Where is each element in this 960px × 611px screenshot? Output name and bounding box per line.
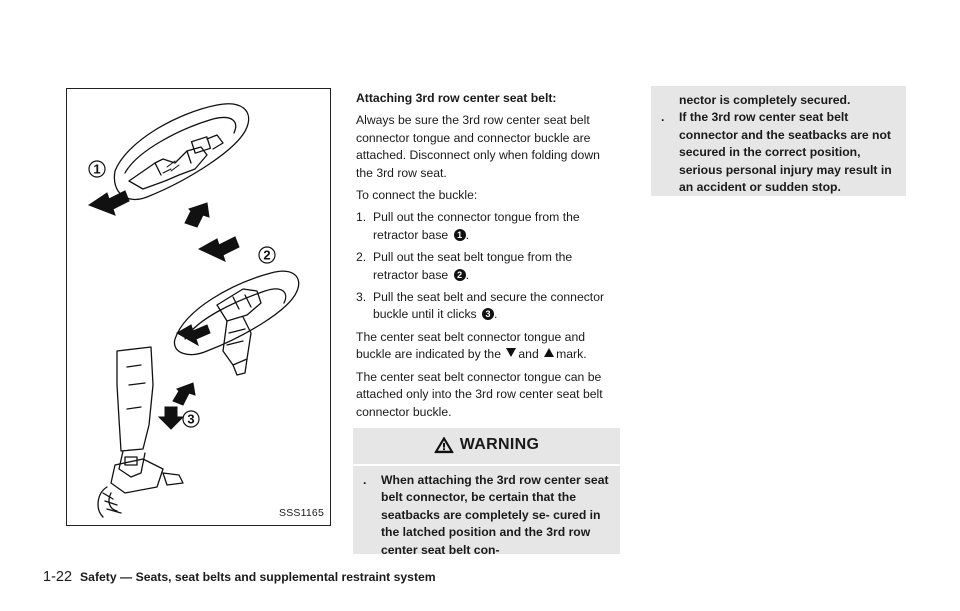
down-triangle-icon xyxy=(506,348,516,357)
warning-box xyxy=(353,428,620,557)
callout-ref-3-icon: 3 xyxy=(482,308,494,320)
callout-2: 2 xyxy=(263,247,271,263)
bullet-marker: . xyxy=(661,110,665,125)
step-number: 1. xyxy=(356,210,367,225)
warning-item-2: . If the 3rd row center seat belt connector and the seatbacks are not secured in the correct position, serious personal injury may result in an accident or sudden stop. xyxy=(661,110,892,195)
up-triangle-icon xyxy=(544,348,554,357)
warning-item-1: . When attaching the 3rd row center seat belt connector, be certain that the seatbacks are completely se- cured in the latched position and the 3rd row center seat belt con- xyxy=(363,473,609,557)
callout-3: 3 xyxy=(187,411,195,427)
warning-triangle-icon xyxy=(434,436,454,454)
mark-paragraph: The center seat belt connector tongue and buckle are indicated by the and mark. xyxy=(356,329,587,362)
step-1: 1. Pull out the connector tongue from the retractor base 1 . xyxy=(356,210,580,242)
callout-1: 1 xyxy=(93,161,101,177)
page-footer xyxy=(43,569,436,585)
seat-belt-illustration xyxy=(66,88,331,526)
callout-ref-2-icon: 2 xyxy=(454,269,466,281)
step-number: 2. xyxy=(356,250,367,265)
main-text-column xyxy=(356,90,620,466)
warning-item-1-continued: nector is completely secured. xyxy=(679,93,851,107)
step-number: 3. xyxy=(356,290,367,305)
callout-ref-1-icon: 1 xyxy=(454,229,466,241)
intro-paragraph: Always be sure the 3rd row center seat belt connector tongue and connector buckle are attached. Disconnect only when folding down the 3rd row seat. xyxy=(356,113,600,180)
warning-continuation-box xyxy=(651,86,906,196)
footer-title: Safety — Seats, seat belts and supplemental restraint system xyxy=(80,570,436,584)
section-heading: Attaching 3rd row center seat belt: xyxy=(356,91,557,105)
step-text: Pull out the connector tongue from the retractor base xyxy=(373,210,580,242)
warning-header xyxy=(353,428,620,462)
connect-lead: To connect the buckle: xyxy=(356,188,478,203)
step-text: Pull the seat belt and secure the connector buckle until it clicks xyxy=(373,290,605,322)
step-2: 2. Pull out the seat belt tongue from the retractor base 2 . xyxy=(356,250,573,282)
figure-code: SSS1165 xyxy=(279,507,324,519)
seat-belt-drawing xyxy=(67,89,332,527)
attach-paragraph: The center seat belt connector tongue can be attached only into the 3rd row center seat belt connector buckle. xyxy=(356,369,603,419)
warning-title: WARNING xyxy=(459,436,540,453)
page-number: 1-22 xyxy=(43,569,73,585)
warning-body xyxy=(353,464,620,557)
step-text: Pull out the seat belt tongue from the retractor base xyxy=(373,250,573,282)
step-3: 3. Pull the seat belt and secure the connector buckle until it clicks 3 . xyxy=(356,290,605,322)
bullet-marker: . xyxy=(363,473,367,487)
